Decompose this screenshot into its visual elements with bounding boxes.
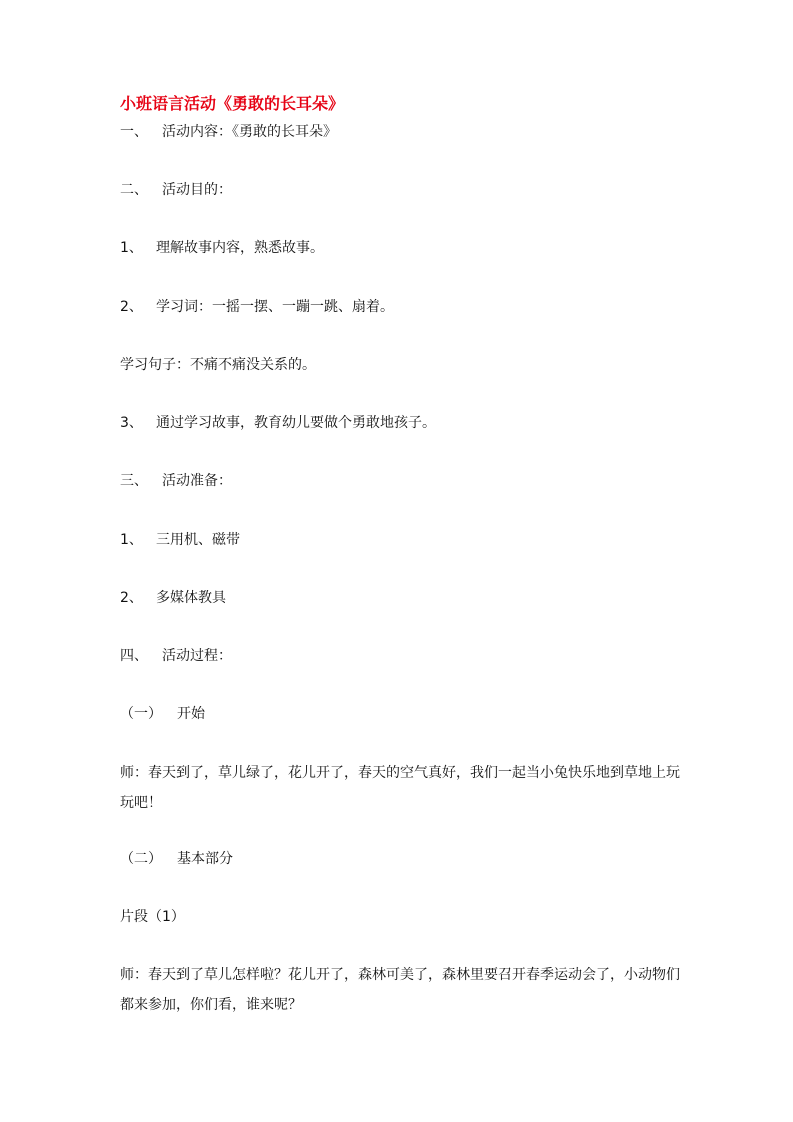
list-item <box>120 588 226 608</box>
document-title: 小班语言活动《勇敢的长耳朵》 <box>120 94 345 113</box>
section-text: 活动内容：《勇敢的长耳朵》 <box>162 124 337 140</box>
fragment-label <box>120 907 185 927</box>
paragraph-line <box>120 355 316 375</box>
section-text: 活动准备： <box>162 473 232 489</box>
subsection-heading <box>120 704 205 724</box>
section-text: 活动目的： <box>162 182 232 198</box>
list-item <box>120 238 324 258</box>
section-text: 活动过程： <box>162 648 232 664</box>
section-heading-process <box>120 646 232 666</box>
item-number: 3、 <box>120 415 143 431</box>
list-item <box>120 413 436 433</box>
item-text: 学习句子：不痛不痛没关系的。 <box>120 357 316 373</box>
item-text: 理解故事内容，熟悉故事。 <box>156 240 324 256</box>
fragment-text: 片段（1） <box>120 909 185 925</box>
subsection-text: 开始 <box>177 706 205 722</box>
paragraph: 师：春天到了，草儿绿了，花儿开了，春天的空气真好，我们一起当小兔快乐地到草地上玩玩吧！ <box>120 765 680 811</box>
item-number: 2、 <box>120 299 143 315</box>
subsection-heading <box>120 849 233 869</box>
section-number: 三、 <box>120 473 148 489</box>
section-number: 四、 <box>120 648 148 664</box>
item-number: 1、 <box>120 532 143 548</box>
item-number: 1、 <box>120 240 143 256</box>
paragraph: 师：春天到了草儿怎样啦？花儿开了，森林可美了，森林里要召开春季运动会了，小动物们都来参加，你们看，谁来呢？ <box>120 967 680 1013</box>
subsection-number: （二） <box>120 851 162 867</box>
subsection-number: （一） <box>120 706 162 722</box>
item-text: 学习词：一摇一摆、一蹦一跳、扇着。 <box>156 299 394 315</box>
section-number: 一、 <box>120 124 148 140</box>
list-item <box>120 530 240 550</box>
section-heading-goals <box>120 180 232 200</box>
section-heading-preparation <box>120 471 232 491</box>
list-item <box>120 297 394 317</box>
item-text: 三用机、磁带 <box>156 532 240 548</box>
item-text: 通过学习故事，教育幼儿要做个勇敢地孩子。 <box>156 415 436 431</box>
item-number: 2、 <box>120 590 143 606</box>
subsection-text: 基本部分 <box>177 851 233 867</box>
section-number: 二、 <box>120 182 148 198</box>
item-text: 多媒体教具 <box>156 590 226 606</box>
section-heading-content <box>120 122 337 142</box>
